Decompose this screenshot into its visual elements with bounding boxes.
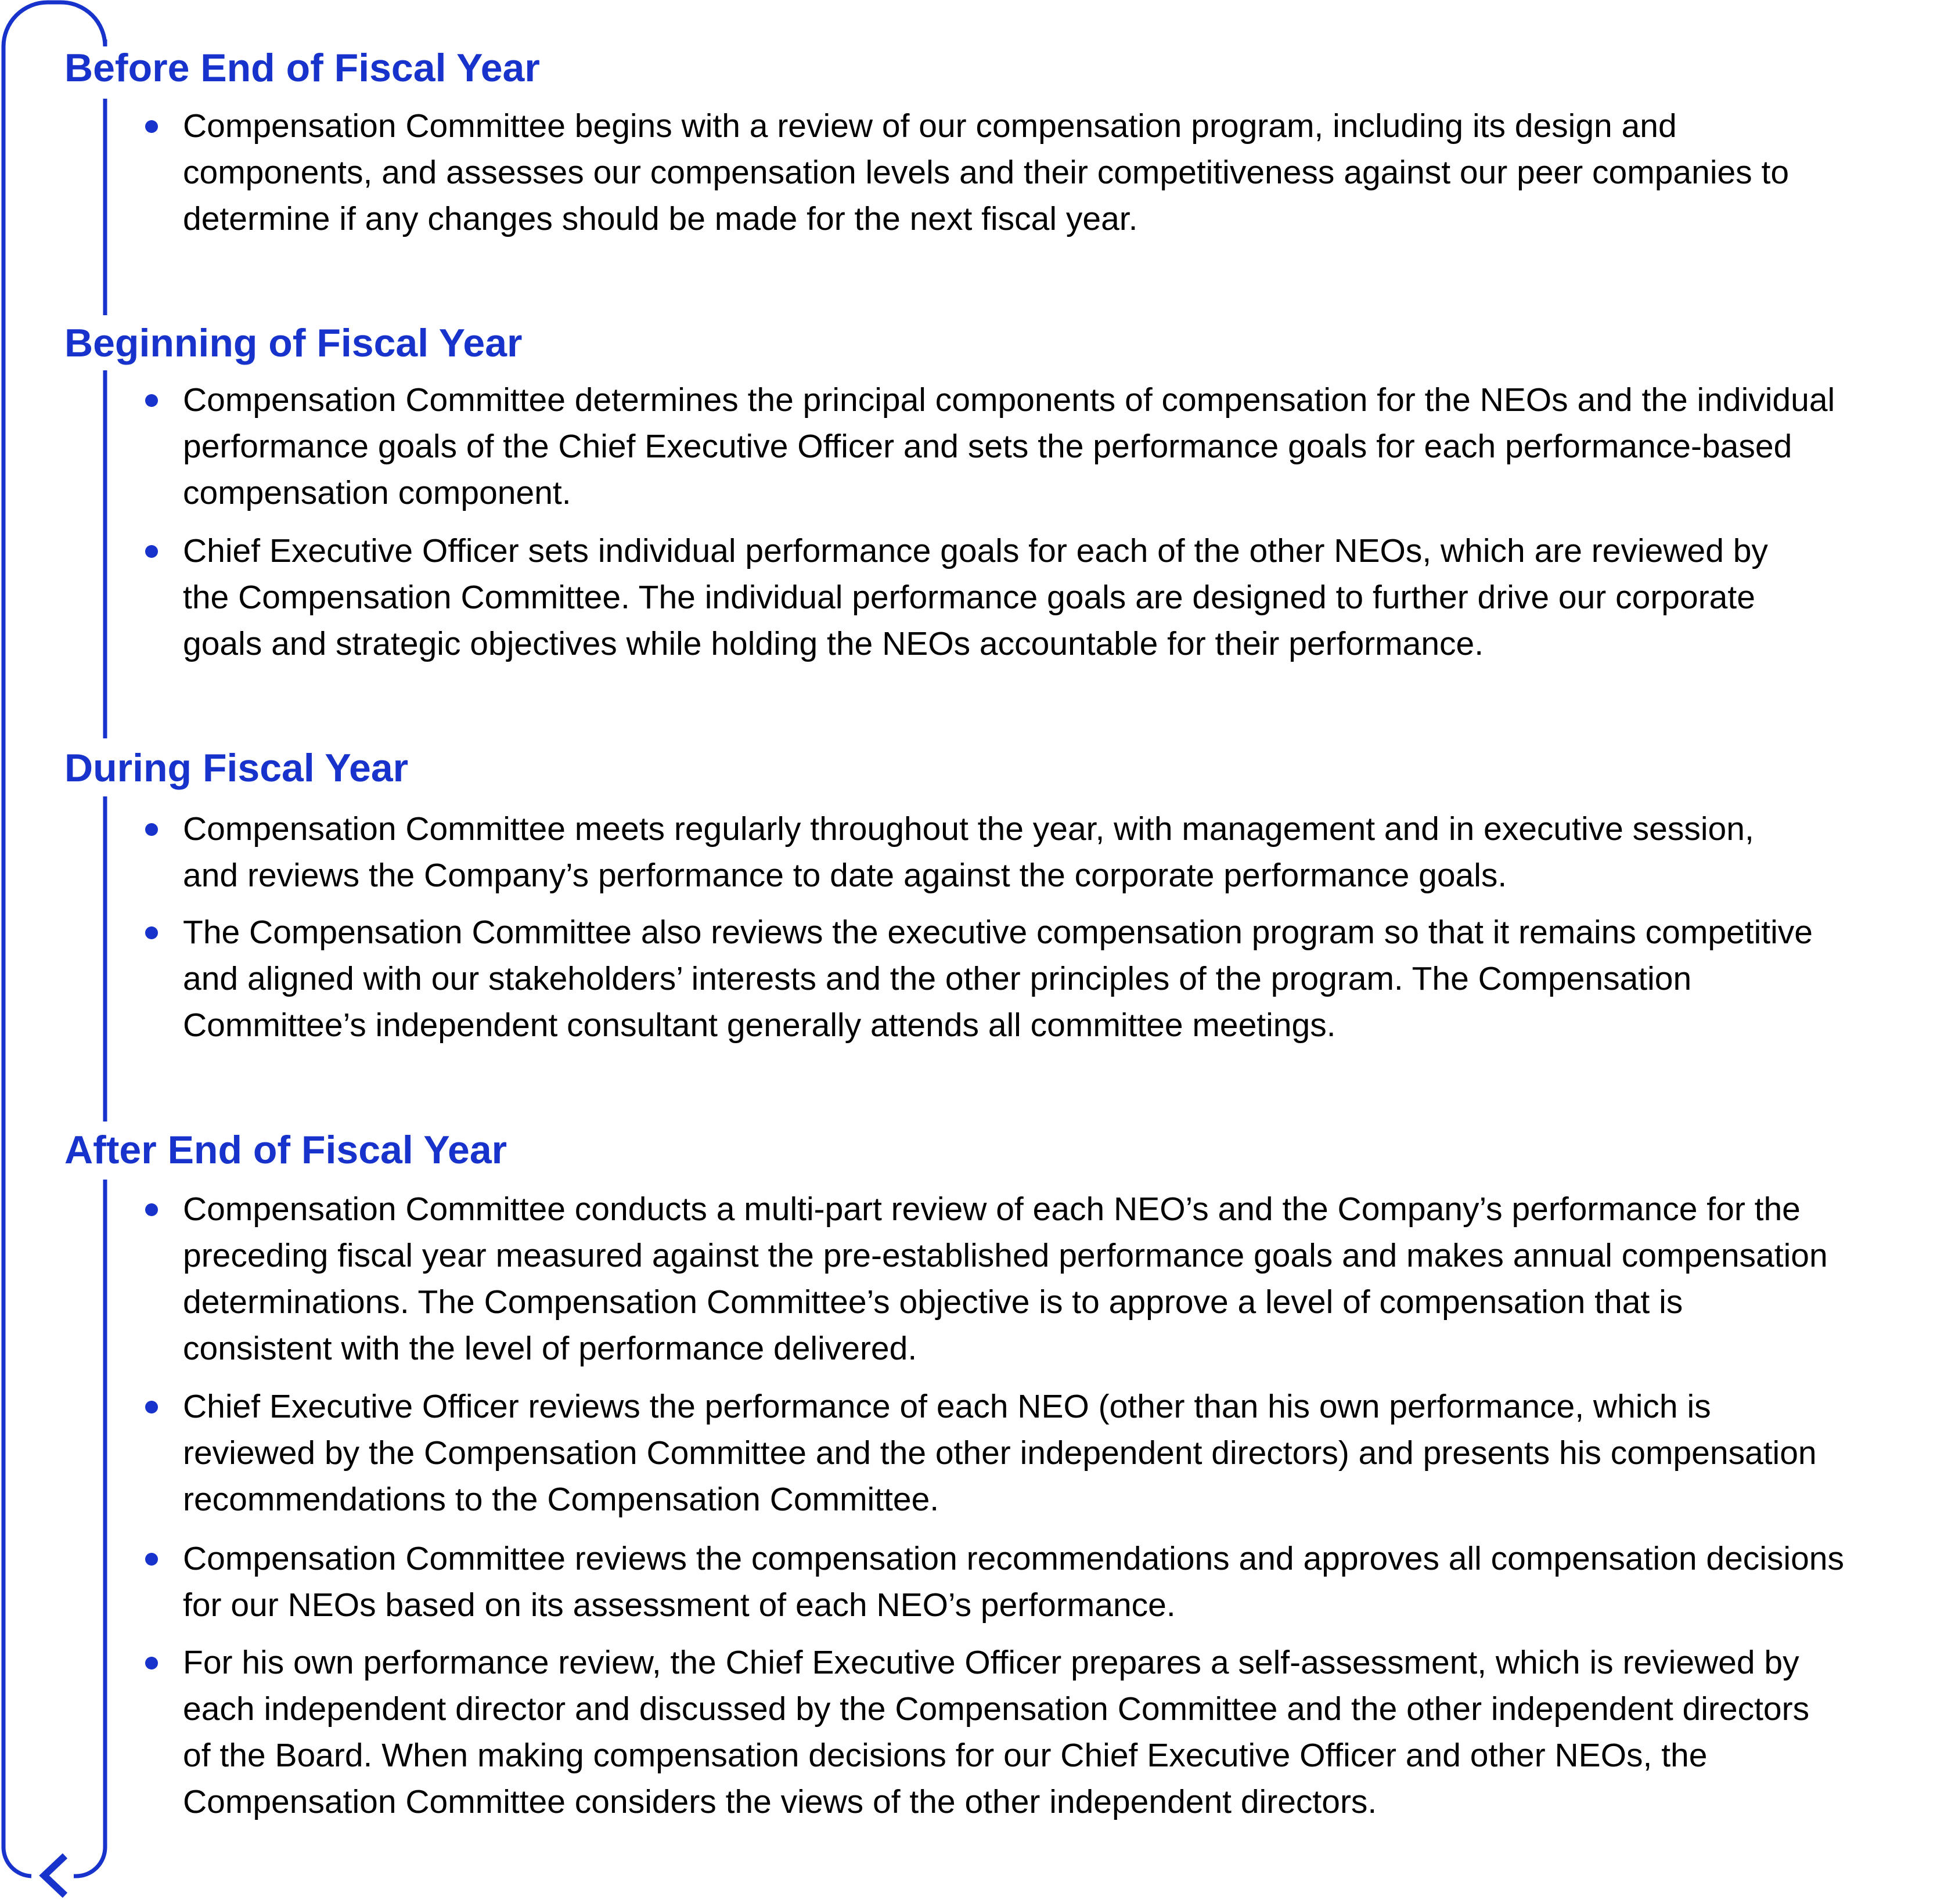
bullet-text-line: and aligned with our stakeholders’ interests and the other principles of the program. The Compensation (183, 960, 1692, 997)
bullet-text-line: Compensation Committee reviews the compensation recommendations and approves all compensation decisions (183, 1540, 1844, 1577)
bullet-icon (145, 120, 158, 133)
chevron-left-icon (44, 1856, 65, 1895)
bullet-text-line: each independent director and discussed by the Compensation Committee and the other independent directors (183, 1690, 1810, 1728)
bullet-text-line: Compensation Committee determines the principal components of compensation for the NEOs and the individual (183, 381, 1835, 419)
section-heading-during-fiscal-year: During Fiscal Year (64, 746, 409, 790)
bullet-text-line: of the Board. When making compensation decisions for our Chief Executive Officer and other NEOs, the (183, 1737, 1708, 1774)
bullet-text-line: For his own performance review, the Chief Executive Officer prepares a self-assessment, which is reviewed by (183, 1644, 1799, 1681)
bullet-text-line: goals and strategic objectives while holding the NEOs accountable for their performance. (183, 625, 1484, 662)
bullet-text-line: determinations. The Compensation Committee’s objective is to approve a level of compensation that is (183, 1283, 1683, 1321)
bullet-text-line: Committee’s independent consultant generally attends all committee meetings. (183, 1007, 1336, 1044)
timeline-loop-right (74, 1180, 105, 1876)
bullet-text-line: performance goals of the Chief Executive Officer and sets the performance goals for each performance-based (183, 428, 1792, 465)
section-heading-before-end-of-fiscal-year: Before End of Fiscal Year (64, 46, 540, 90)
bullet-icon (145, 1203, 158, 1216)
bullet-text-line: determine if any changes should be made for the next fiscal year. (183, 200, 1138, 237)
bullet-icon (145, 926, 158, 939)
bullet-text-line: the Compensation Committee. The individual performance goals are designed to further drive our corporate (183, 579, 1755, 616)
bullet-text-line: compensation component. (183, 474, 571, 511)
bullet-text-line: Compensation Committee meets regularly throughout the year, with management and in executive session, (183, 810, 1754, 848)
section-heading-after-end-of-fiscal-year: After End of Fiscal Year (64, 1128, 507, 1172)
bullet-text-line: components, and assesses our compensation levels and their competitiveness against our peer companies to (183, 154, 1790, 191)
bullet-text-line: Chief Executive Officer sets individual performance goals for each of the other NEOs, which are reviewed by (183, 532, 1768, 569)
timeline-loop-left (3, 2, 105, 1876)
bullet-text-line: Compensation Committee begins with a review of our compensation program, including its design and (183, 107, 1677, 145)
bullet-text-line: Chief Executive Officer reviews the performance of each NEO (other than his own performance, which is (183, 1388, 1711, 1425)
bullet-text-line: consistent with the level of performance delivered. (183, 1330, 917, 1367)
bullet-text-line: The Compensation Committee also reviews the executive compensation program so that it remains competitive (183, 914, 1813, 951)
bullet-icon (145, 1553, 158, 1566)
bullet-text-line: recommendations to the Compensation Committee. (183, 1481, 939, 1518)
bullet-text-line: for our NEOs based on its assessment of each NEO’s performance. (183, 1586, 1176, 1624)
bullet-icon (145, 545, 158, 558)
bullet-text-line: Compensation Committee considers the views of the other independent directors. (183, 1783, 1377, 1820)
bullet-text-line: Compensation Committee conducts a multi-part review of each NEO’s and the Company’s performance for the (183, 1191, 1801, 1228)
bullet-icon (145, 1401, 158, 1413)
section-heading-beginning-of-fiscal-year: Beginning of Fiscal Year (64, 321, 523, 365)
bullet-text-line: and reviews the Company’s performance to date against the corporate performance goals. (183, 857, 1507, 894)
bullet-icon (145, 823, 158, 836)
bullet-icon (145, 394, 158, 407)
bullet-icon (145, 1657, 158, 1669)
bullet-text-line: preceding fiscal year measured against the pre-established performance goals and makes annual compensation (183, 1237, 1828, 1274)
bullet-text-line: reviewed by the Compensation Committee and the other independent directors) and presents his compensation (183, 1434, 1817, 1472)
